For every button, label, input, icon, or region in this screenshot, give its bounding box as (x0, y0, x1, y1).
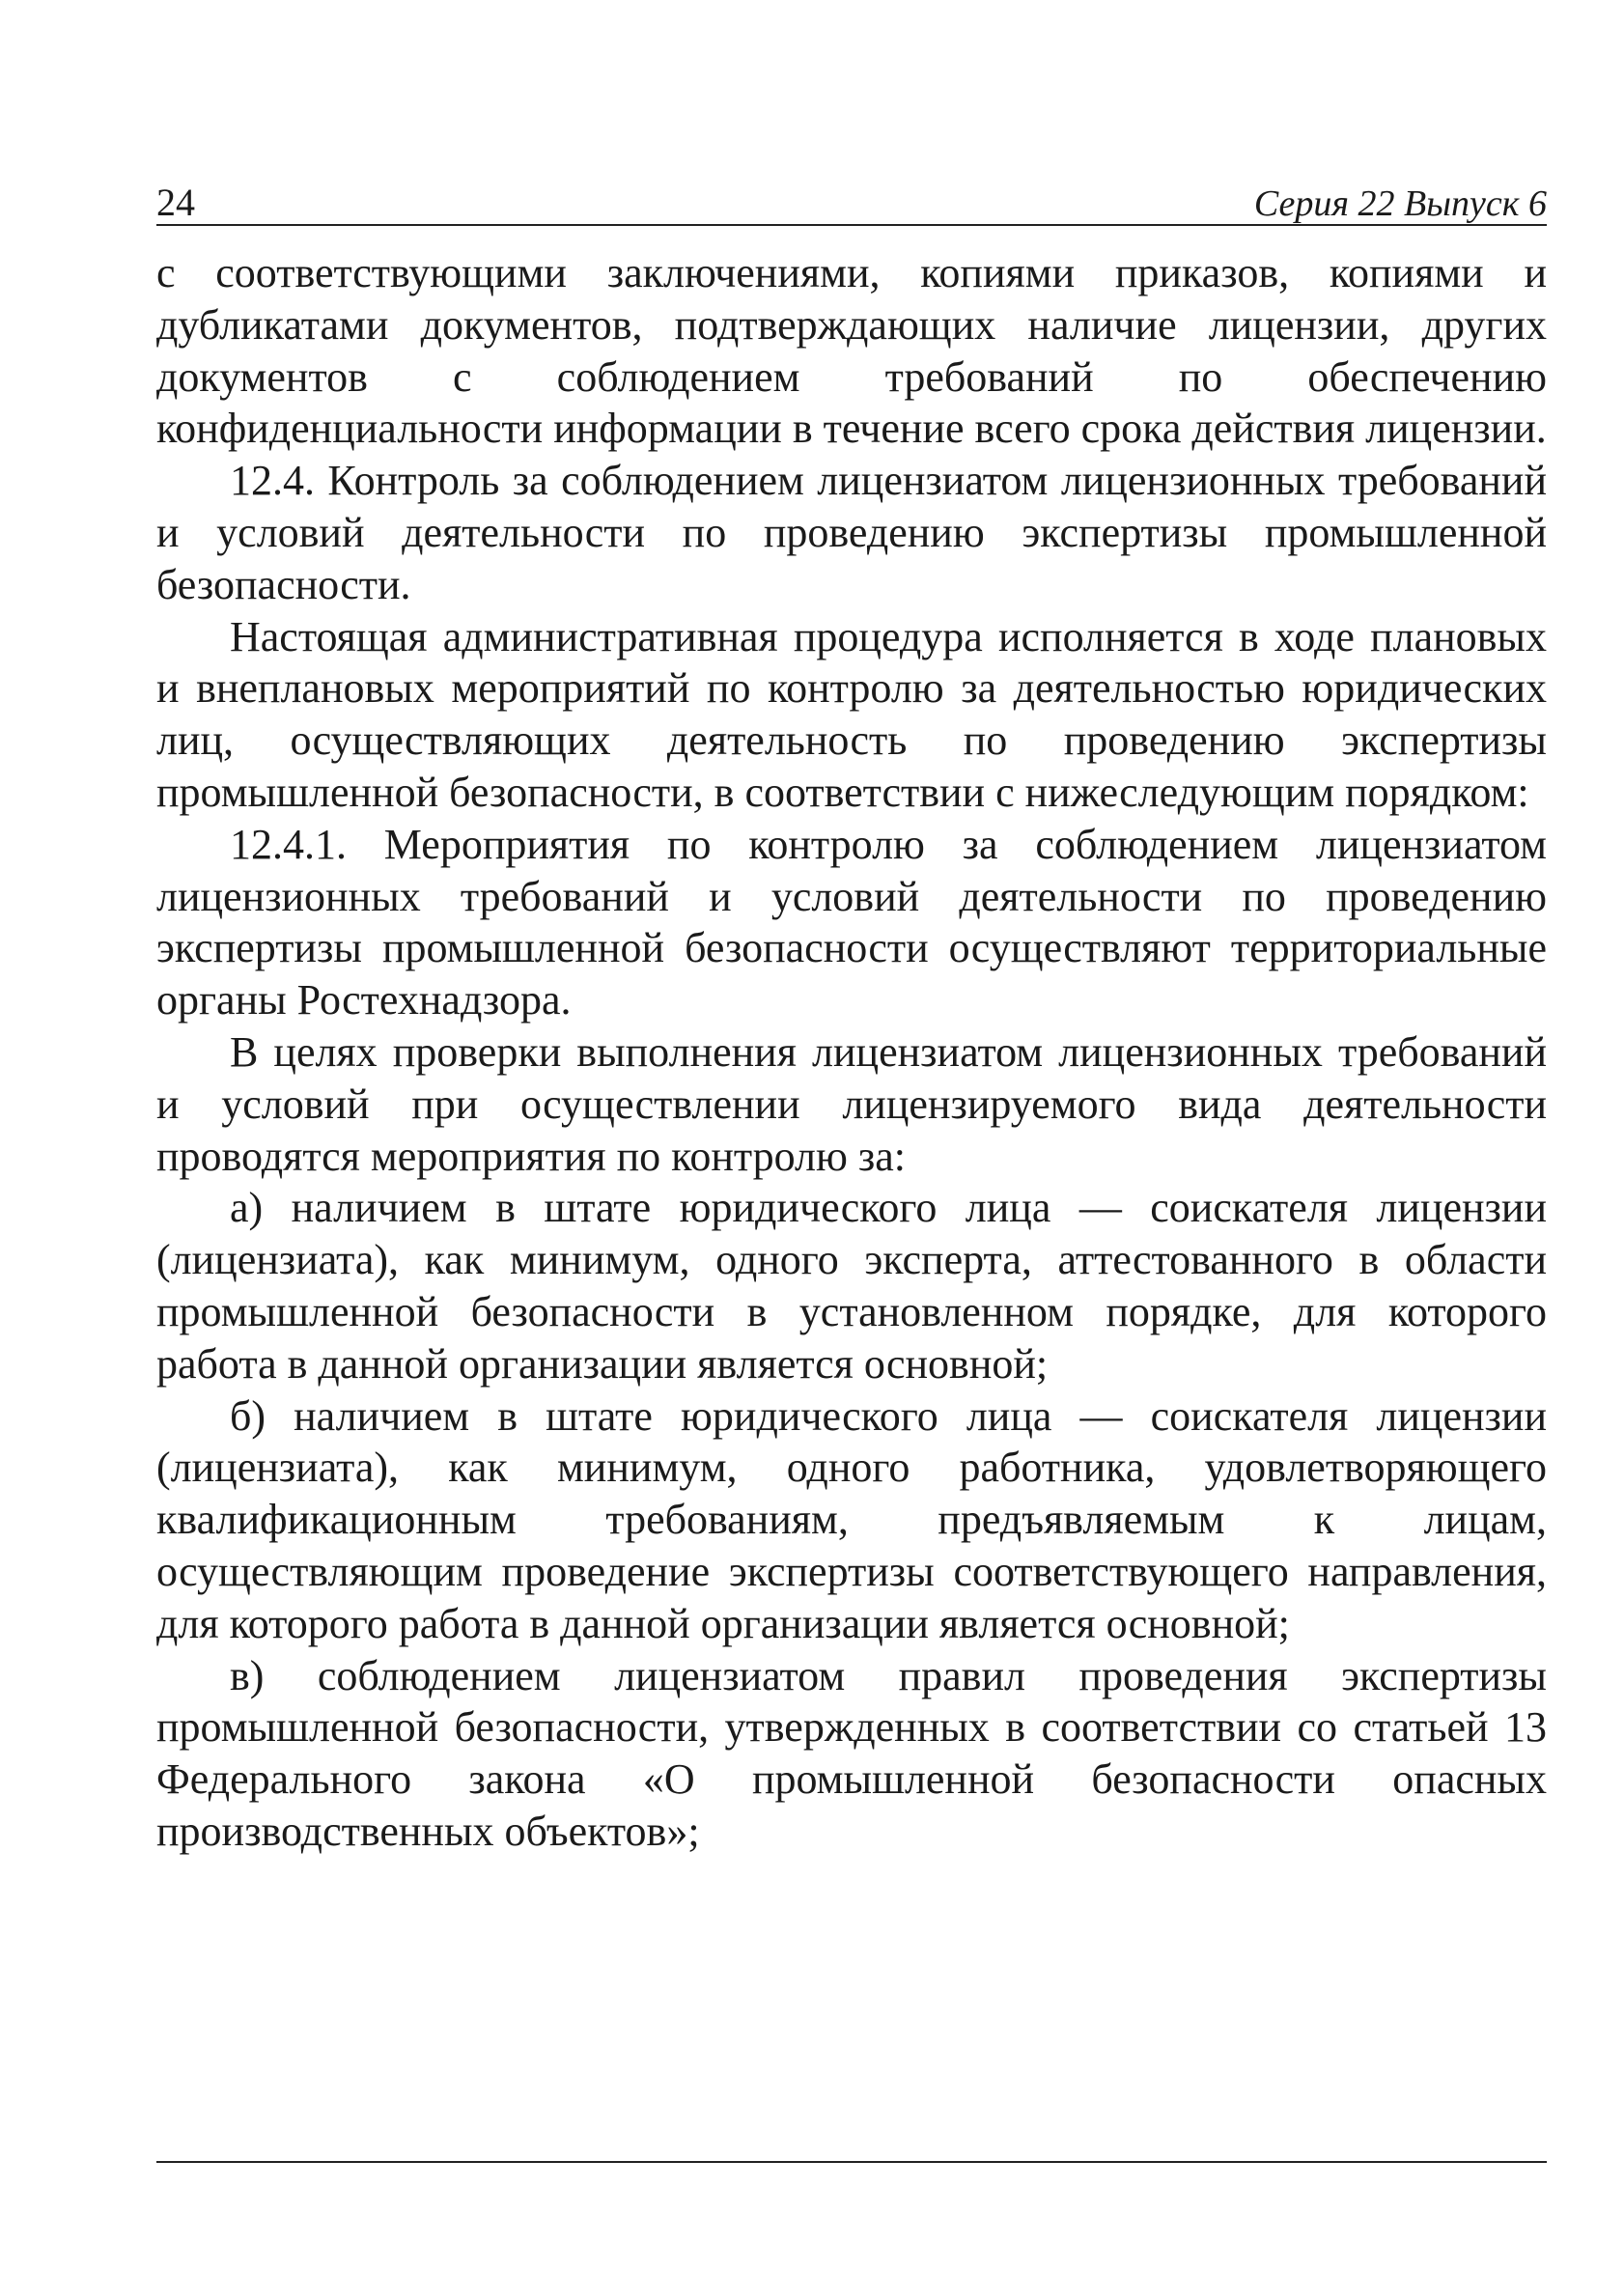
footer-rule (156, 2161, 1547, 2163)
list-item-v: в) соблюдением лицензиатом правил проведения экспертизы промышленной безопасности, утвержденных в соответствии со статьей 13 Федерального закона «О промышленной безопасности опасных производственных объектов»; (156, 1651, 1547, 1855)
list-item-b: б) наличием в штате юридического лица — соискателя лицензии (лицензиата), как минимум, одного работника, удовлетворяющего квалификационным требованиям, предъявляемым к лицам, осуществляющим проведение экспертизы соответствующего направления, для которого работа в данной организации является основной; (156, 1391, 1547, 1647)
list-item-a: а) наличием в штате юридического лица — соискателя лицензии (лицензиата), как минимум, одного эксперта, аттестованного в области промышленной безопасности в установленном порядке, для которого работа в данной организации является основной; (156, 1184, 1547, 1388)
document-page (156, 164, 1547, 1858)
running-title: Серия 22 Выпуск 6 (1253, 183, 1547, 224)
paragraph-continuation: с соответствующими заключениями, копиями приказов, копиями и дубликатами документов, подтверждающих наличие лицензии, других документов с соблюдением требований по обеспечению конфиденциальности информации в течение всего срока действия лицензии. (156, 249, 1547, 453)
paragraph-control-purpose: В целях проверки выполнения лицензиатом лицензионных требований и условий при осуществлении лицензируемого вида деятельности проводятся мероприятия по контролю за: (156, 1027, 1547, 1180)
paragraph-12-4-1: 12.4.1. Мероприятия по контролю за соблюдением лицензиатом лицензионных требований и условий деятельности по проведению экспертизы промышленной безопасности осуществляют территориальные органы Ростехнадзора. (156, 820, 1547, 1024)
page-header (156, 164, 1547, 226)
paragraph-12-4: 12.4. Контроль за соблюдением лицензиатом лицензионных требований и условий деятельности по проведению экспертизы промышленной безопасности. (156, 457, 1547, 608)
body-text (156, 247, 1547, 1858)
page-number: 24 (156, 181, 195, 224)
paragraph-procedure: Настоящая административная процедура исполняется в ходе плановых и внеплановых мероприятий по контролю за деятельностью юридических лиц, осуществляющих деятельность по проведению экспертизы промышленной безопасности, в соответствии с нижеследующим порядком: (156, 612, 1547, 816)
